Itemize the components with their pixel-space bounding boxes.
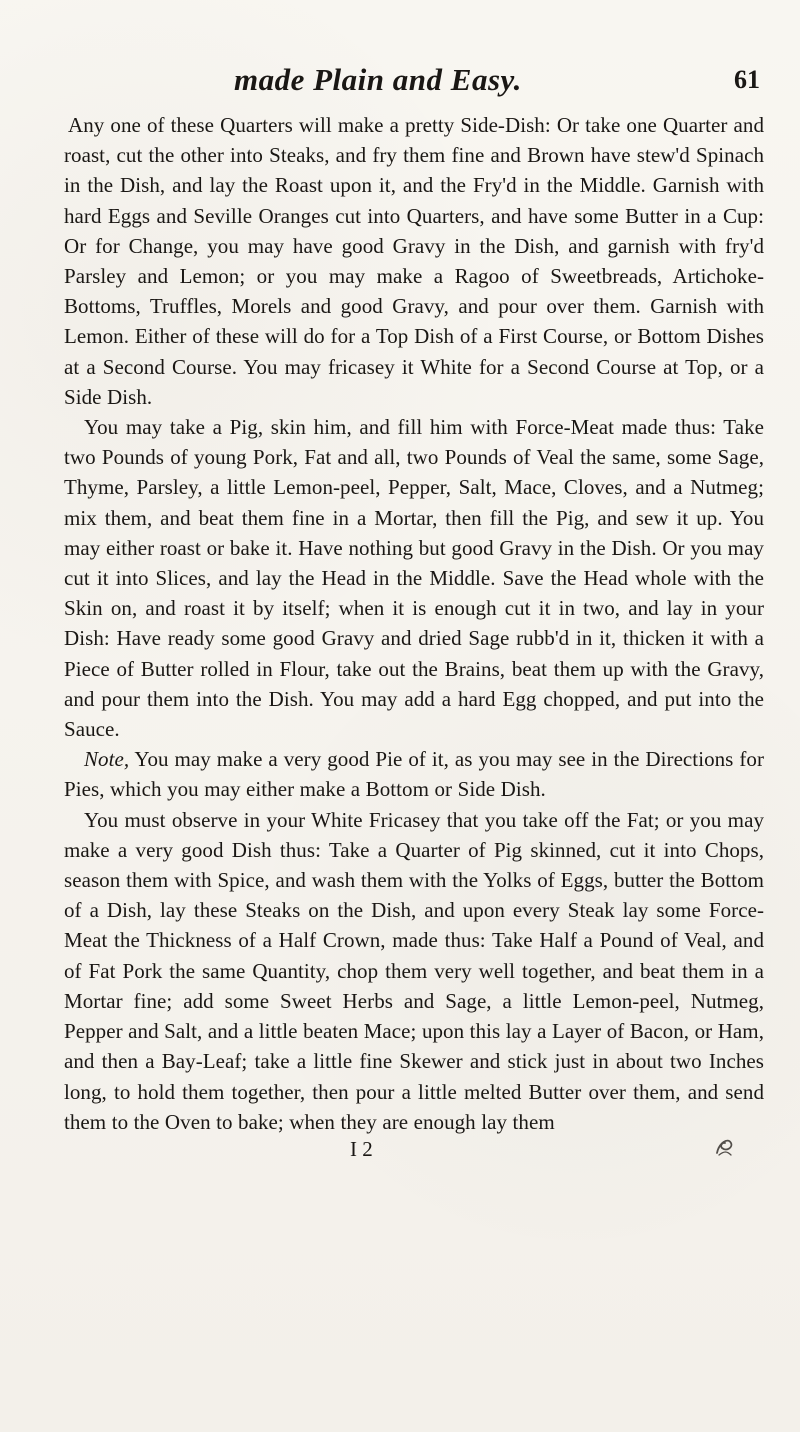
note-label: Note, bbox=[84, 747, 130, 772]
paragraph-note bbox=[64, 744, 764, 804]
paragraph-quarters: Any one of these Quarters will make a pretty Side-Dish: Or take one Quarter and roast, cut the other into Steaks, and fry them fine and Brown have stew'd Spinach in the Dish, and lay the Roast upon it, and the Fry'd in the Middle. Garnish with hard Eggs and Seville Oranges cut into Quarters, and have some Butter in a Cup: Or for Change, you may have good Gravy in the Dish, and garnish with fry'd Parsley and Lemon; or you may make a Ragoo of Sweetbreads, Artichoke-Bottoms, Truffles, Morels and good Gravy, and pour over them. Garnish with Lemon. Either of these will do for a Top Dish of a First Course, or Bottom Dishes at a Second Course. You may fricasey it White for a Second Course at Top, or a Side Dish. bbox=[64, 113, 764, 409]
page-number: 61 bbox=[734, 65, 760, 94]
page-header bbox=[64, 62, 760, 104]
running-title: made Plain and Easy. bbox=[234, 62, 522, 97]
paragraph-pig-forcemeat: You may take a Pig, skin him, and fill him with Force-Meat made thus: Take two Pounds of young Pork, Fat and all, two Pounds of Veal the same, some Sage, Thyme, Parsley, a little Lemon-peel, Pepper, Salt, Mace, Cloves, and a Nutmeg; mix them, and beat them fine in a Mortar, then fill the Pig, and sew it up. You may either roast or bake it. Have nothing but good Gravy in the Dish. Or you may cut it into Slices, and lay the Head in the Middle. Save the Head whole with the Skin on, and roast it by itself; when it is enough cut it in two, and lay in your Dish: Have ready some good Gravy and dried Sage rubb'd in it, thicken it with a Piece of Butter rolled in Flour, take out the Brains, beat them up with the Gravy, and pour them into the Dish. You may add a hard Egg chopped, and put into the Sauce. bbox=[64, 415, 764, 742]
ornament-icon bbox=[714, 1135, 734, 1157]
paragraph-white-fricasey: You must observe in your White Fricasey that you take off the Fat; or you may make a very good Dish thus: Take a Quarter of Pig skinned, cut it into Chops, season them with Spice, and wash them with the Yolks of Eggs, butter the Bottom of a Dish, lay these Steaks on the Dish, and upon every Steak lay some Force-Meat the Thickness of a Half Crown, made thus: Take Half a Pound of Veal, and of Fat Pork the same Quantity, chop them very well together, and beat them in a Mortar fine; add some Sweet Herbs and Sage, a little Lemon-peel, Nutmeg, Pepper and Salt, and a little beaten Mace; upon this lay a Layer of Bacon, or Ham, and then a Bay-Leaf; take a little fine Skewer and stick just in about two Inches long, to hold them together, then pour a little melted Butter over them, and send them to the Oven to bake; when they are enough lay them bbox=[64, 807, 764, 1134]
body-text bbox=[64, 110, 764, 1137]
page-footer bbox=[64, 1136, 760, 1167]
note-text: You may make a very good Pie of it, as you may see in the Directions for Pies, which you may either make a Bottom or Side Dish. bbox=[64, 747, 764, 802]
signature-mark: I 2 bbox=[350, 1136, 373, 1161]
